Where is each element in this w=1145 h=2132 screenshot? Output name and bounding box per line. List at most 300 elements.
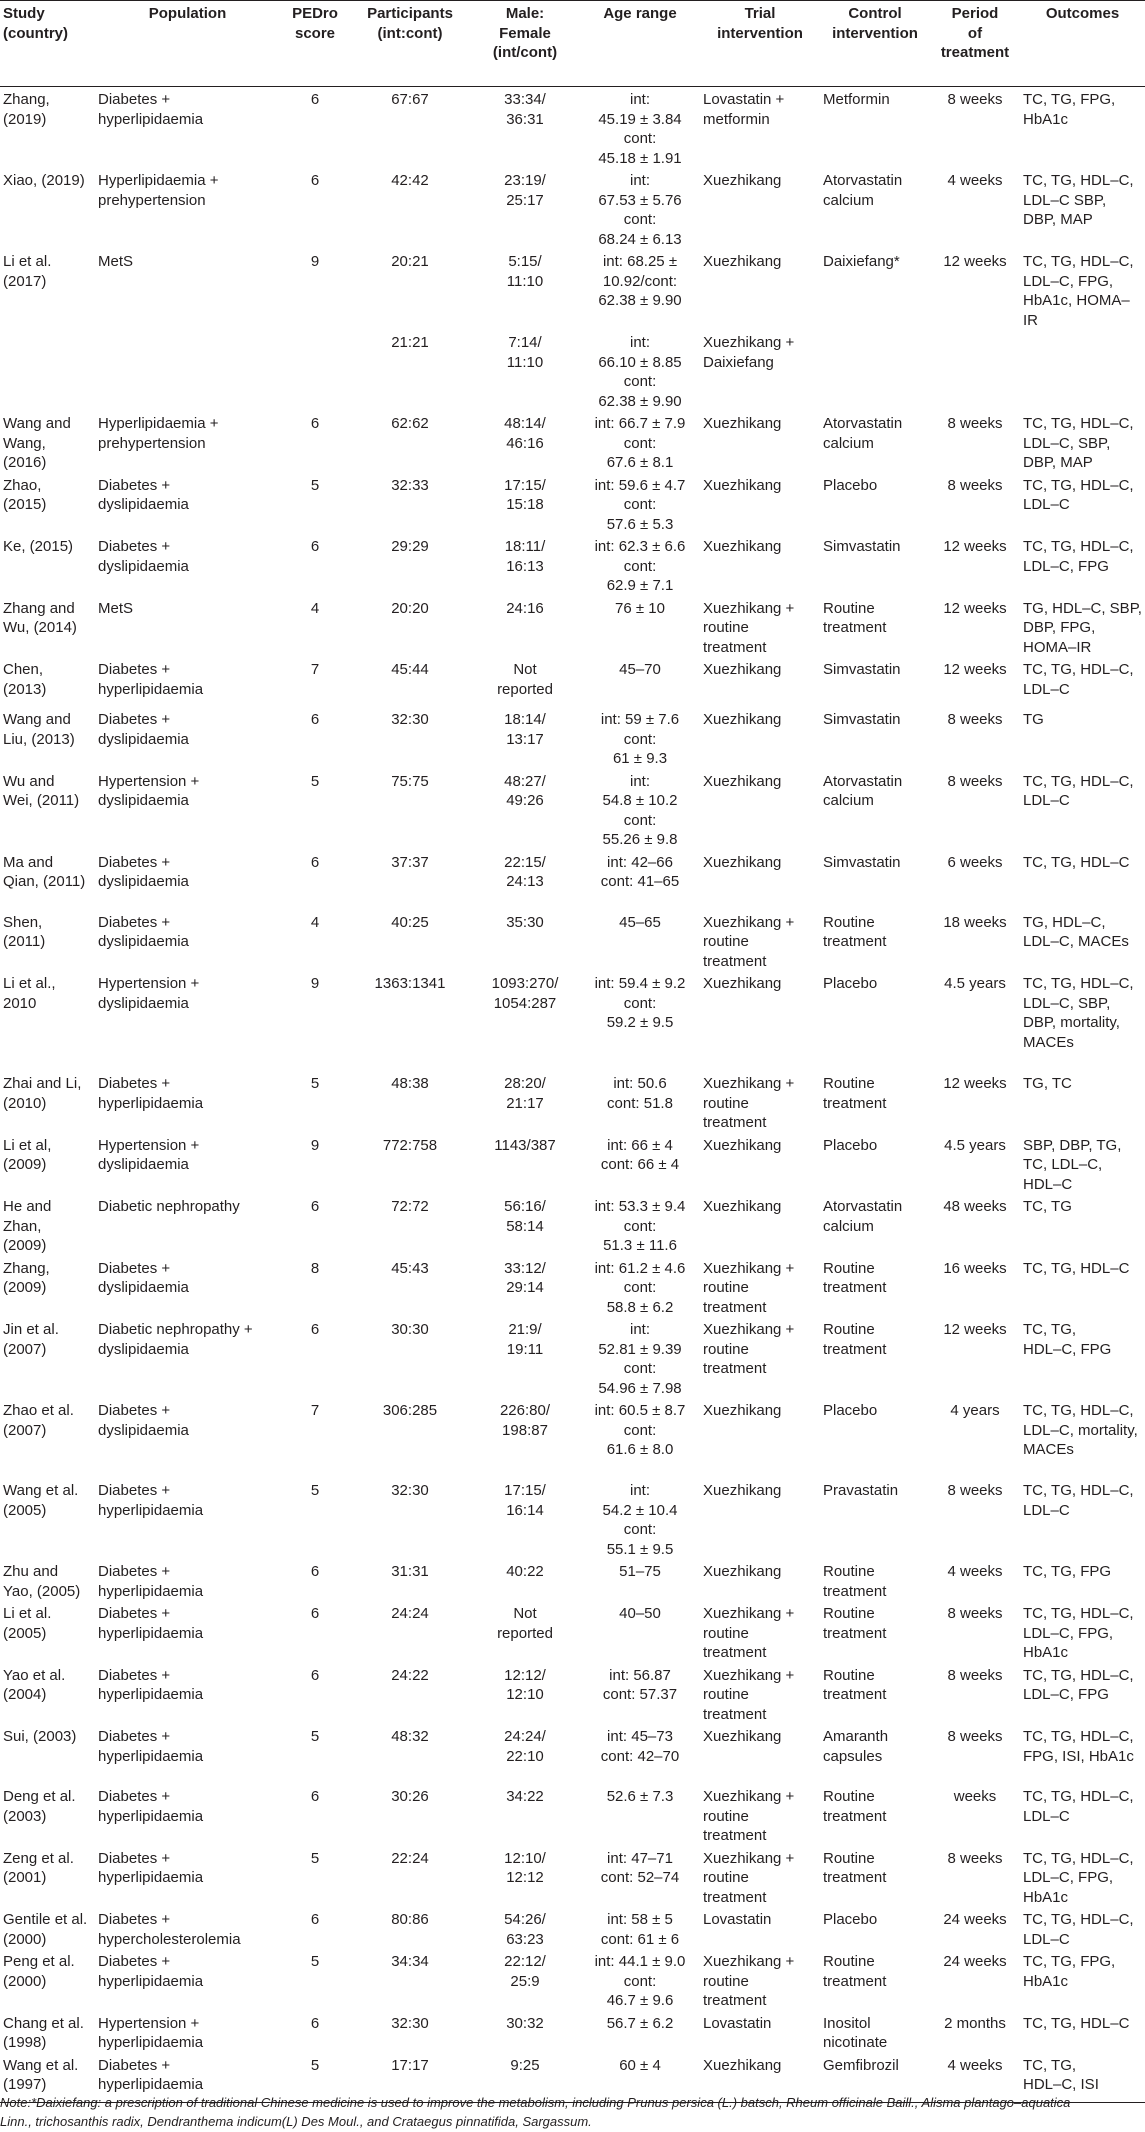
cell-study: Li et al., 2010 xyxy=(3,975,56,1012)
cell-male-female: 7:14/ 11:10 xyxy=(506,334,544,371)
cell-participants: 1363:1341 xyxy=(374,975,446,992)
cell-study: Yao et al. (2004) xyxy=(3,1666,66,1703)
header-pedro-score: PEDro score xyxy=(280,1,350,87)
cell-control-intervention: Placebo xyxy=(823,1911,878,1928)
cell-participants: 29:29 xyxy=(391,538,429,555)
cell-outcomes: TC, TG, HDL–C, LDL–C xyxy=(1023,1911,1134,1948)
cell-study: Zhao, (2015) xyxy=(3,476,47,513)
cell-outcomes: TC, TG, HDL–C, LDL–C, FPG xyxy=(1023,1666,1134,1703)
cell-control-intervention: Placebo xyxy=(823,1402,878,1419)
cell-study: Chen, (2013) xyxy=(3,661,47,698)
cell-study: Li et al, (2009) xyxy=(3,1136,52,1173)
cell-population: Diabetes + dyslipidaemia xyxy=(98,913,189,950)
cell-participants: 32:30 xyxy=(391,711,429,728)
cell-population: Hyperlipidaemia + prehypertension xyxy=(98,415,219,452)
header-control-intervention: Control intervention xyxy=(820,1,930,87)
cell-age-range: int: 59 ± 7.6 cont: 61 ± 9.3 xyxy=(600,711,680,767)
cell-participants: 42:42 xyxy=(391,172,429,189)
header-period-of-treatment: Period of treatment xyxy=(930,1,1020,87)
cell-study: Wang et al. (2005) xyxy=(3,1482,79,1519)
cell-trial-intervention: Xuezhikang + routine treatment xyxy=(703,913,795,970)
cell-trial-intervention: Xuezhikang + routine treatment xyxy=(703,1321,795,1377)
cell-trial-intervention: Xuezhikang xyxy=(703,172,782,189)
cell-control-intervention: Routine treatment xyxy=(823,913,887,950)
cell-control-intervention: Routine treatment xyxy=(823,1605,887,1642)
cell-control-intervention: Routine treatment xyxy=(823,1788,887,1825)
cell-period-of-treatment: 8 weeks xyxy=(947,91,1003,108)
cell-study: Zhang, (2019) xyxy=(3,91,50,128)
cell-period-of-treatment: 18 weeks xyxy=(943,913,1007,931)
table-footnote: Note:*Daixiefang: a prescription of traditional Chinese medicine is used to improve the metabolism, including Prunus persica (L.) batsch, Rheum officinale Baill., Alisma plantago–aquatica Linn., trichosanthis radix, Dendranthema indicum(L) Des Moul., and Crataegus pinnatifida, Sargassum. xyxy=(0,2095,1071,2129)
cell-period-of-treatment: 16 weeks xyxy=(943,1259,1007,1277)
cell-population: Diabetes + hyperlipidaemia xyxy=(98,1075,204,1112)
cell-male-female: Not reported xyxy=(497,1605,553,1642)
cell-trial-intervention: Xuezhikang + routine treatment xyxy=(703,1259,795,1316)
cell-outcomes: TC, TG, FPG xyxy=(1023,1563,1112,1580)
cell-pedro-score: 5 xyxy=(280,2053,350,2103)
cell-outcomes: TC, TG, HDL–C, FPG, ISI, HbA1c xyxy=(1023,1728,1134,1765)
cell-pedro-score: 5 xyxy=(310,1953,320,1970)
header-population: Population xyxy=(95,1,280,87)
cell-male-female: 9:25 xyxy=(470,2053,580,2103)
cell-pedro-score: 7 xyxy=(310,1402,320,1419)
table-row xyxy=(0,1071,1145,1133)
cell-period-of-treatment: 8 weeks xyxy=(947,415,1003,432)
cell-pedro-score: 5 xyxy=(310,1849,320,1867)
cell-participants: 32:33 xyxy=(391,476,429,494)
cell-population: Hypertension + dyslipidaemia xyxy=(98,772,200,809)
cell-outcomes: TC, TG, HDL–C, LDL–C xyxy=(1023,476,1134,513)
cell-period-of-treatment: 8 weeks xyxy=(947,1666,1003,1684)
cell-period-of-treatment: 12 weeks xyxy=(943,1321,1007,1338)
cell-period-of-treatment: 4.5 years xyxy=(944,1136,1006,1154)
cell-outcomes: TC, TG, HDL–C xyxy=(1023,853,1130,871)
cell-study: Ke, (2015) xyxy=(3,538,74,555)
cell-trial-intervention: Xuezhikang xyxy=(703,1136,782,1154)
table-body xyxy=(0,87,1145,2103)
cell-control-intervention: Pravastatin xyxy=(823,1482,899,1499)
cell-pedro-score: 8 xyxy=(310,1259,320,1277)
cell-age-range: 60 ± 4 xyxy=(580,2053,700,2103)
cell-age-range: int: 59.6 ± 4.7 cont: 57.6 ± 5.3 xyxy=(594,476,686,533)
cell-population: Diabetes + hyperlipidaemia xyxy=(98,1666,204,1703)
cell-pedro-score: 6 xyxy=(310,538,320,555)
cell-male-female: 33:34/ 36:31 xyxy=(504,91,546,128)
cell-outcomes: TG, TC xyxy=(1023,1075,1072,1092)
cell-outcomes: TC, TG, HDL–C xyxy=(1023,2014,1130,2032)
cell-outcomes: TC, TG, HDL–C, LDL–C xyxy=(1023,1788,1134,1825)
cell-population: Diabetes + dyslipidaemia xyxy=(98,1259,189,1296)
cell-study: Gentile et al. (2000) xyxy=(3,1911,88,1948)
cell-period-of-treatment xyxy=(930,330,1020,411)
cell-control-intervention: Metformin xyxy=(823,91,890,108)
cell-population: Diabetes + hyperlipidaemia xyxy=(98,1605,204,1642)
table-row xyxy=(0,1478,1145,1559)
cell-period-of-treatment: 12 weeks xyxy=(943,599,1007,617)
cell-period-of-treatment: 12 weeks xyxy=(943,661,1007,678)
cell-outcomes: TC, TG, HDL–C, LDL–C xyxy=(1023,1482,1134,1519)
cell-trial-intervention: Xuezhikang xyxy=(703,253,782,270)
cell-period-of-treatment: 8 weeks xyxy=(947,1605,1003,1622)
cell-study: Shen, (2011) xyxy=(3,913,46,950)
cell-outcomes: TG, HDL–C, SBP, DBP, FPG, HOMA–IR xyxy=(1023,599,1142,656)
cell-age-range: int: 42–66 cont: 41–65 xyxy=(600,853,680,890)
table-row xyxy=(0,596,1145,658)
cell-trial-intervention: Xuezhikang + routine treatment xyxy=(703,1075,795,1131)
cell-outcomes: TC, TG, HDL–C, LDL–C xyxy=(1023,661,1134,698)
cell-outcomes: TC, TG, FPG, HbA1c xyxy=(1023,91,1116,128)
cell-pedro-score: 7 xyxy=(310,661,320,678)
cell-outcomes: TC, TG, HDL–C, LDL–C, FPG, HbA1c xyxy=(1023,1605,1134,1661)
cell-control-intervention: Simvastatin xyxy=(823,853,901,871)
cell-period-of-treatment: 4 weeks xyxy=(947,172,1003,189)
cell-male-female: 54:26/ 63:23 xyxy=(504,1911,546,1948)
cell-study: Zhai and Li, (2010) xyxy=(3,1075,82,1112)
cell-population: Diabetes + hyperlipidaemia xyxy=(98,661,204,698)
cell-participants: 45:44 xyxy=(391,661,429,678)
cell-trial-intervention: Xuezhikang + Daixiefang xyxy=(703,334,795,371)
cell-trial-intervention: Xuezhikang + routine treatment xyxy=(703,1605,795,1661)
table-row xyxy=(0,1724,1145,1784)
cell-population: Diabetes + hyperlipidaemia xyxy=(98,1728,204,1765)
cell-trial-intervention: Xuezhikang xyxy=(703,538,782,555)
cell-age-range: int: 68.25 ± 10.92/cont: 62.38 ± 9.90 xyxy=(598,253,682,309)
cell-age-range: int: 45.19 ± 3.84 cont: 45.18 ± 1.91 xyxy=(598,91,682,167)
cell-age-range: 51–75 xyxy=(619,1563,661,1580)
cell-participants: 48:32 xyxy=(391,1728,429,1745)
table-row xyxy=(0,850,1145,910)
cell-study: Zeng et al. (2001) xyxy=(3,1849,74,1886)
cell-participants: 34:34 xyxy=(391,1953,429,1970)
table-row xyxy=(0,1133,1145,1195)
cell-male-female: Not reported xyxy=(497,661,553,698)
cell-population: Diabetes + hyperlipidaemia xyxy=(98,1849,204,1886)
table-row xyxy=(0,1784,1145,1846)
table-row xyxy=(0,971,1145,1071)
cell-trial-intervention: Xuezhikang xyxy=(703,772,782,790)
table-row xyxy=(0,249,1145,330)
cell-age-range: int: 53.3 ± 9.4 cont: 51.3 ± 11.6 xyxy=(594,1198,686,1254)
cell-control-intervention: Routine treatment xyxy=(823,599,887,636)
cell-pedro-score: 4 xyxy=(310,599,320,617)
cell-control-intervention: Atorvastatin calcium xyxy=(823,772,903,809)
cell-outcomes: TC, TG, FPG, HbA1c xyxy=(1023,1953,1116,1990)
cell-male-female: 24:16 xyxy=(506,599,544,617)
cell-pedro-score: 4 xyxy=(310,913,320,931)
header-outcomes: Outcomes xyxy=(1020,1,1145,87)
cell-outcomes: TG xyxy=(1023,711,1044,728)
cell-period-of-treatment: 48 weeks xyxy=(943,1198,1007,1215)
cell-control-intervention: Daixiefang* xyxy=(823,253,900,270)
cell-participants: 22:24 xyxy=(391,1849,429,1867)
table-row xyxy=(0,1398,1145,1478)
cell-trial-intervention: Xuezhikang xyxy=(703,1402,782,1419)
cell-age-range: int: 58 ± 5 cont: 61 ± 6 xyxy=(600,1911,680,1948)
cell-participants: 40:25 xyxy=(391,913,429,931)
table-header xyxy=(0,1,1145,87)
cell-male-female: 226:80/ 198:87 xyxy=(499,1402,551,1439)
header-age-range: Age range xyxy=(580,1,700,87)
cell-participants: 20:20 xyxy=(391,599,429,617)
cell-pedro-score: 9 xyxy=(310,1136,320,1154)
cell-period-of-treatment: 24 weeks xyxy=(943,1911,1007,1928)
table-row xyxy=(0,330,1145,411)
cell-participants: 24:24 xyxy=(391,1605,429,1622)
cell-period-of-treatment: 12 weeks xyxy=(943,1075,1007,1092)
cell-pedro-score: 6 xyxy=(310,853,320,871)
table-row xyxy=(0,1907,1145,1949)
cell-trial-intervention: Xuezhikang xyxy=(703,476,782,494)
cell-pedro-score: 5 xyxy=(310,772,320,790)
cell-participants: 45:43 xyxy=(391,1259,429,1277)
cell-male-female: 35:30 xyxy=(506,913,544,931)
cell-male-female: 21:9/ 19:11 xyxy=(506,1321,544,1358)
cell-population: Diabetes + hyperlipidaemia xyxy=(98,1563,204,1600)
cell-control-intervention: Simvastatin xyxy=(823,538,901,555)
table-row xyxy=(0,411,1145,473)
cell-trial-intervention: Xuezhikang + routine treatment xyxy=(703,1788,795,1844)
cell-population: Diabetes + hypercholesterolemia xyxy=(98,1911,241,1948)
cell-age-range: int: 47–71 cont: 52–74 xyxy=(600,1849,680,1886)
cell-outcomes: TC, TG, HDL–C, LDL–C, FPG, HbA1c xyxy=(1023,1849,1134,1906)
cell-outcomes: TC, TG, HDL–C, LDL–C, FPG, HbA1c, HOMA–IR xyxy=(1023,253,1134,329)
cell-participants: 67:67 xyxy=(391,91,429,108)
cell-population: Diabetes + hyperlipidaemia xyxy=(95,2053,280,2103)
cell-period-of-treatment: 8 weeks xyxy=(947,1482,1003,1499)
cell-trial-intervention: Xuezhikang xyxy=(703,711,782,728)
cell-period-of-treatment: 4.5 years xyxy=(944,975,1006,992)
cell-male-female: 18:14/ 13:17 xyxy=(504,711,546,748)
cell-population: Hyperlipidaemia + prehypertension xyxy=(98,172,219,209)
cell-male-female: 1143/387 xyxy=(494,1136,556,1154)
cell-study: Li et al. (2005) xyxy=(3,1605,52,1642)
cell-population: Diabetes + hyperlipidaemia xyxy=(98,1788,204,1825)
cell-pedro-score: 5 xyxy=(310,476,320,494)
cell-participants: 32:30 xyxy=(391,2014,429,2032)
cell-period-of-treatment: 8 weeks xyxy=(947,711,1003,728)
table-row xyxy=(0,473,1145,535)
cell-male-female: 18:11/ 16:13 xyxy=(504,538,546,575)
cell-trial-intervention: Xuezhikang xyxy=(703,1563,782,1580)
cell-population: Diabetes + dyslipidaemia xyxy=(98,853,189,890)
cell-population: Diabetic nephropathy xyxy=(98,1198,240,1215)
cell-period-of-treatment: 6 weeks xyxy=(947,853,1003,871)
cell-study: Wang et al. (1997) xyxy=(0,2053,95,2103)
table-row xyxy=(0,1194,1145,1256)
table-row xyxy=(0,534,1145,596)
cell-population xyxy=(95,330,280,411)
cell-outcomes: TC, TG, HDL–C, LDL–C, SBP, DBP, MAP xyxy=(1023,415,1134,471)
cell-population: Diabetes + hyperlipidaemia xyxy=(98,1953,204,1990)
cell-trial-intervention: Xuezhikang xyxy=(703,1728,782,1745)
cell-age-range: int: 66 ± 4 cont: 66 ± 4 xyxy=(600,1136,680,1173)
cell-participants: 80:86 xyxy=(391,1911,429,1928)
cell-male-female: 22:15/ 24:13 xyxy=(504,853,546,890)
cell-control-intervention: Routine treatment xyxy=(823,1075,887,1112)
cell-control-intervention: Atorvastatin calcium xyxy=(823,1198,903,1235)
table-row xyxy=(0,769,1145,850)
cell-trial-intervention: Lovastatin + metformin xyxy=(703,91,785,128)
cell-pedro-score: 5 xyxy=(310,1728,320,1745)
cell-male-female: 1093:270/ 1054:287 xyxy=(491,975,559,1012)
cell-participants: 30:30 xyxy=(391,1321,429,1338)
cell-period-of-treatment: 24 weeks xyxy=(943,1953,1007,1970)
header-trial-intervention: Trial intervention xyxy=(700,1,820,87)
cell-control-intervention: Gemfibrozil xyxy=(820,2053,930,2103)
cell-male-female: 5:15/ 11:10 xyxy=(506,253,544,290)
cell-outcomes: TC, TG, HDL–C, FPG xyxy=(1023,1321,1112,1358)
cell-period-of-treatment: 8 weeks xyxy=(947,1728,1003,1745)
header-study: Study (country) xyxy=(0,1,95,87)
cell-age-range: 56.7 ± 6.2 xyxy=(606,2014,674,2032)
cell-age-range: int: 54.2 ± 10.4 cont: 55.1 ± 9.5 xyxy=(602,1482,678,1558)
cell-period-of-treatment: 2 months xyxy=(944,2014,1006,2032)
cell-age-range: int: 66.7 ± 7.9 cont: 67.6 ± 8.1 xyxy=(594,415,686,471)
cell-control-intervention: Routine treatment xyxy=(823,1563,887,1600)
cell-control-intervention: Amaranth capsules xyxy=(823,1728,889,1765)
cell-age-range: int: 45–73 cont: 42–70 xyxy=(600,1728,680,1765)
cell-male-female: 48:27/ 49:26 xyxy=(504,772,546,809)
cell-pedro-score: 9 xyxy=(310,253,320,270)
cell-pedro-score: 6 xyxy=(310,415,320,432)
cell-age-range: int: 56.87 cont: 57.37 xyxy=(602,1666,678,1703)
cell-male-female: 23:19/ 25:17 xyxy=(504,172,546,209)
table-row xyxy=(0,1846,1145,1908)
cell-control-intervention: Atorvastatin calcium xyxy=(823,172,903,209)
cell-control-intervention: Atorvastatin calcium xyxy=(823,415,903,452)
cell-male-female: 12:10/ 12:12 xyxy=(504,1849,546,1886)
cell-participants: 72:72 xyxy=(391,1198,429,1215)
cell-male-female: 30:32 xyxy=(506,2014,544,2032)
cell-period-of-treatment: 8 weeks xyxy=(947,476,1003,494)
cell-study: Wang and Liu, (2013) xyxy=(3,711,75,748)
cell-outcomes: TC, TG, HDL–C, ISI xyxy=(1020,2053,1145,2103)
cell-pedro-score: 6 xyxy=(310,711,320,728)
cell-period-of-treatment: weeks xyxy=(953,1788,997,1805)
table-row xyxy=(0,1601,1145,1663)
cell-male-female: 34:22 xyxy=(506,1788,544,1805)
cell-period-of-treatment: 8 weeks xyxy=(947,772,1003,790)
cell-participants: 20:21 xyxy=(391,253,429,270)
cell-male-female: 48:14/ 46:16 xyxy=(504,415,546,452)
cell-participants: 772:758 xyxy=(382,1136,438,1154)
cell-period-of-treatment: 4 years xyxy=(950,1402,1000,1419)
cell-study: Zhao et al. (2007) xyxy=(3,1402,74,1439)
cell-study: Xiao, (2019) xyxy=(3,172,85,189)
cell-study: Peng et al. (2000) xyxy=(3,1953,75,1990)
cell-age-range: 52.6 ± 7.3 xyxy=(606,1788,674,1805)
cell-male-female: 28:20/ 21:17 xyxy=(504,1075,546,1112)
cell-age-range: int: 50.6 cont: 51.8 xyxy=(607,1075,673,1112)
cell-outcomes: TC, TG, HDL–C, LDL–C, FPG xyxy=(1023,538,1134,575)
cell-period-of-treatment: 12 weeks xyxy=(943,538,1007,555)
cell-trial-intervention: Xuezhikang xyxy=(703,415,782,432)
cell-age-range: int: 52.81 ± 9.39 cont: 54.96 ± 7.98 xyxy=(598,1321,682,1397)
cell-age-range: int: 54.8 ± 10.2 cont: 55.26 ± 9.8 xyxy=(602,772,678,848)
cell-trial-intervention: Lovastatin xyxy=(703,1911,772,1928)
table-row xyxy=(0,657,1145,707)
cell-male-female: 17:15/ 15:18 xyxy=(504,476,546,513)
cell-control-intervention: Simvastatin xyxy=(823,661,901,678)
cell-study: Zhang, (2009) xyxy=(3,1259,50,1296)
cell-age-range: int: 66.10 ± 8.85 cont: 62.38 ± 9.90 xyxy=(598,334,682,410)
cell-participants: 48:38 xyxy=(391,1075,429,1092)
cell-study: Wu and Wei, (2011) xyxy=(3,772,80,809)
cell-study: Ma and Qian, (2011) xyxy=(3,853,86,890)
cell-outcomes: TC, TG, HDL–C, LDL–C xyxy=(1023,772,1134,809)
cell-trial-intervention: Xuezhikang xyxy=(703,853,782,871)
cell-control-intervention: Placebo xyxy=(823,1136,878,1154)
cell-pedro-score: 6 xyxy=(310,1321,320,1338)
cell-trial-intervention: Xuezhikang xyxy=(703,1482,782,1499)
cell-control-intervention: Simvastatin xyxy=(823,711,901,728)
cell-male-female: 12:12/ 12:10 xyxy=(504,1666,546,1703)
cell-participants: 24:22 xyxy=(391,1666,429,1684)
cell-pedro-score: 6 xyxy=(310,1198,320,1215)
table-row xyxy=(0,87,1145,169)
cell-population: Hypertension + hyperlipidaemia xyxy=(98,2014,204,2051)
cell-control-intervention: Placebo xyxy=(823,476,878,494)
cell-age-range: 45–65 xyxy=(619,913,661,931)
cell-pedro-score: 6 xyxy=(310,2014,320,2032)
cell-study xyxy=(0,330,95,411)
cell-study: Zhang and Wu, (2014) xyxy=(3,599,77,636)
cell-population: Hypertension + dyslipidaemia xyxy=(98,1136,200,1173)
cell-study: Chang et al. (1998) xyxy=(3,2014,84,2051)
cell-age-range: int: 44.1 ± 9.0 cont: 46.7 ± 9.6 xyxy=(594,1953,686,2009)
cell-age-range: 76 ± 10 xyxy=(615,599,665,617)
cell-outcomes: TC, TG, HDL–C, LDL–C, mortality, MACEs xyxy=(1023,1402,1138,1458)
cell-outcomes: TC, TG, HDL–C, LDL–C, SBP, DBP, mortality, MACEs xyxy=(1023,975,1134,1051)
cell-participants: 21:21 xyxy=(391,334,429,351)
cell-control-intervention: Routine treatment xyxy=(823,1953,887,1990)
cell-participants: 32:30 xyxy=(391,1482,429,1499)
cell-outcomes: TC, TG, HDL–C, LDL–C SBP, DBP, MAP xyxy=(1023,172,1134,228)
cell-pedro-score: 9 xyxy=(310,975,320,992)
table-row xyxy=(0,2011,1145,2053)
cell-pedro-score: 5 xyxy=(310,1075,320,1092)
cell-population: Diabetes + dyslipidaemia xyxy=(98,538,189,575)
cell-age-range: int: 67.53 ± 5.76 cont: 68.24 ± 6.13 xyxy=(598,172,682,248)
table-row xyxy=(0,1949,1145,2011)
cell-control-intervention: Placebo xyxy=(823,975,878,992)
cell-population: MetS xyxy=(98,253,134,270)
cell-age-range: 40–50 xyxy=(619,1605,661,1622)
cell-participants: 306:285 xyxy=(382,1402,438,1419)
cell-age-range: int: 61.2 ± 4.6 cont: 58.8 ± 6.2 xyxy=(594,1259,686,1316)
cell-age-range: 45–70 xyxy=(619,661,661,678)
cell-population: Diabetes + hyperlipidaemia xyxy=(98,91,204,128)
cell-trial-intervention: Lovastatin xyxy=(703,2014,772,2032)
cell-male-female: 33:12/ 29:14 xyxy=(504,1259,546,1296)
cell-outcomes: TC, TG xyxy=(1023,1198,1072,1215)
cell-pedro-score: 6 xyxy=(310,172,320,189)
cell-trial-intervention: Xuezhikang xyxy=(703,1198,782,1215)
cell-outcomes xyxy=(1020,330,1145,411)
cell-participants: 17:17 xyxy=(350,2053,470,2103)
cell-pedro-score: 6 xyxy=(310,91,320,108)
table-row xyxy=(0,1317,1145,1398)
cell-study: Sui, (2003) xyxy=(3,1728,77,1745)
cell-trial-intervention: Xuezhikang xyxy=(700,2053,820,2103)
cell-male-female: 40:22 xyxy=(506,1563,544,1580)
cell-population: Diabetes + dyslipidaemia xyxy=(98,476,189,513)
cell-pedro-score: 6 xyxy=(310,1911,320,1928)
cell-participants: 62:62 xyxy=(391,415,429,432)
cell-pedro-score: 5 xyxy=(310,1482,320,1499)
cell-control-intervention xyxy=(820,330,930,411)
cell-male-female: 17:15/ 16:14 xyxy=(504,1482,546,1519)
